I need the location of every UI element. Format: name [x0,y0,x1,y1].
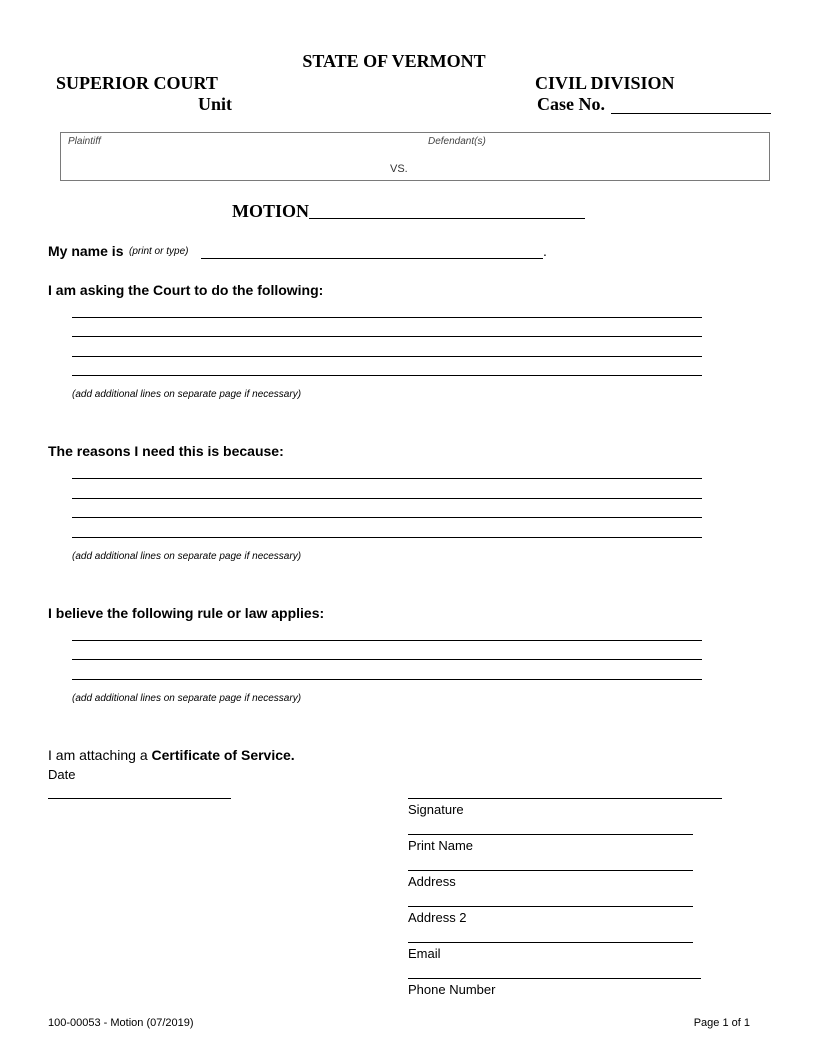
motion-title: MOTION [232,201,310,221]
rule-heading: I believe the following rule or law applies: [48,605,325,621]
asking-line-1[interactable] [72,317,702,318]
signature-label: Signature [408,802,464,817]
asking-note: (add additional lines on separate page if necessary) [72,389,302,400]
court-name: SUPERIOR COURT [56,73,218,93]
asking-heading: I am asking the Court to do the following: [48,282,324,298]
asking-line-3[interactable] [72,356,702,357]
rule-line-2[interactable] [72,659,702,660]
versus-label: VS. [390,163,408,175]
print-name-field[interactable] [408,834,693,835]
name-hint: (print or type) [129,246,189,257]
address-label: Address [408,874,456,889]
division-name: CIVIL DIVISION [535,73,675,93]
parties-box [60,132,770,181]
state-title: STATE OF VERMONT [302,51,486,71]
defendant-field[interactable] [425,149,755,175]
reasons-heading: The reasons I need this is because: [48,443,284,459]
rule-line-1[interactable] [72,640,702,641]
attachment-statement [48,747,295,763]
reasons-note: (add additional lines on separate page if necessary) [72,551,302,562]
rule-line-3[interactable] [72,679,702,680]
email-field[interactable] [408,942,693,943]
asking-line-4[interactable] [72,375,702,376]
reasons-line-3[interactable] [72,517,702,518]
plaintiff-field[interactable] [65,149,365,175]
case-number-text: Case No. [537,94,605,114]
phone-field[interactable] [408,978,701,979]
address-field[interactable] [408,870,693,871]
signature-field[interactable] [408,798,722,799]
case-number-field[interactable] [611,113,771,114]
unit-label: Unit [198,94,233,114]
plaintiff-label: Plaintiff [68,136,101,147]
phone-label: Phone Number [408,982,496,997]
asking-line-2[interactable] [72,336,702,337]
reasons-line-1[interactable] [72,478,702,479]
name-field[interactable] [201,258,543,259]
date-field[interactable] [48,798,231,799]
reasons-line-2[interactable] [72,498,702,499]
page-number: Page 1 of 1 [693,1017,750,1029]
name-label: My name is [48,243,124,259]
name-period: . [543,243,547,259]
date-label: Date [48,767,76,782]
case-number-label [537,94,605,115]
reasons-line-4[interactable] [72,537,702,538]
rule-note: (add additional lines on separate page if necessary) [72,693,302,704]
attachment-prefix: I am attaching a [48,747,152,763]
email-label: Email [408,946,441,961]
address2-label: Address 2 [408,910,467,925]
address2-field[interactable] [408,906,693,907]
form-id: 100-00053 - Motion (07/2019) [48,1017,194,1029]
motion-title-field[interactable] [309,218,585,219]
defendant-label: Defendant(s) [428,136,486,147]
certificate-of-service: Certificate of Service. [151,747,295,763]
print-name-label: Print Name [408,838,474,853]
